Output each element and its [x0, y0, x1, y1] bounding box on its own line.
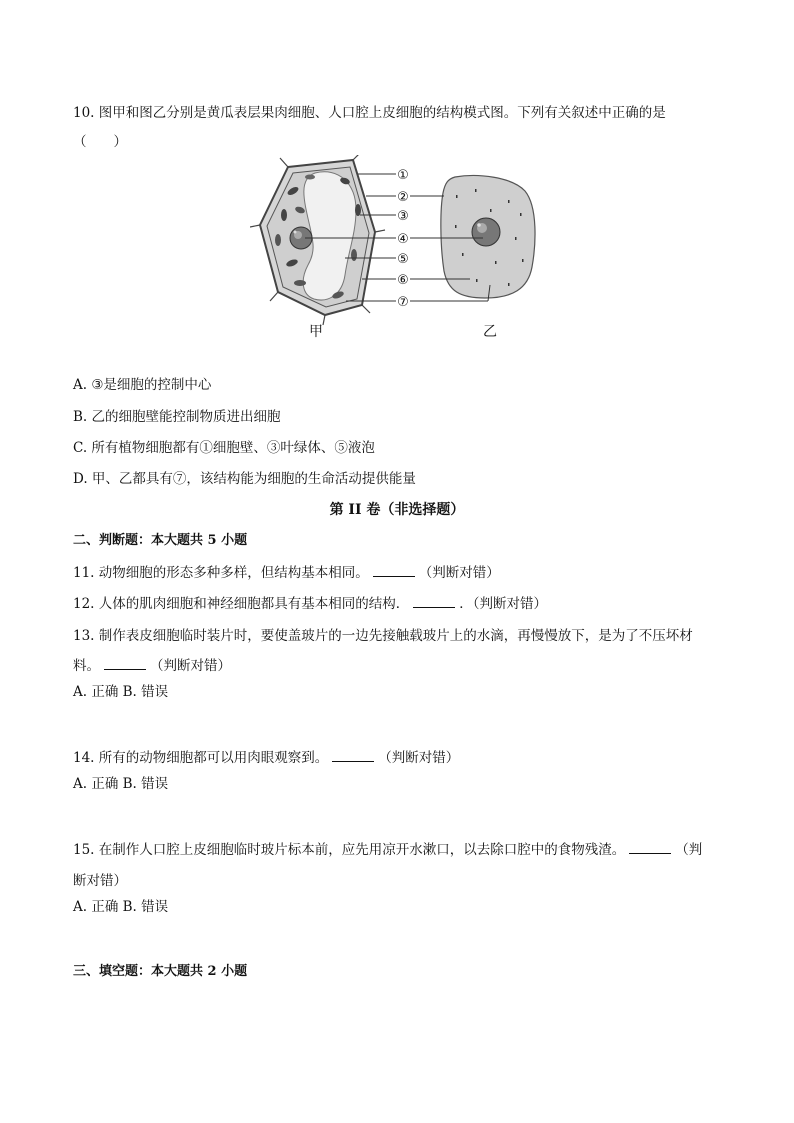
- q10-option-d: D. 甲、乙都具有⑦，该结构能为细胞的生命活动提供能量: [73, 471, 416, 487]
- label-3: ③: [397, 209, 409, 224]
- q11-blank[interactable]: [373, 563, 415, 577]
- q11-text: 11. 动物细胞的形态多种多样，但结构基本相同。: [73, 565, 369, 581]
- q15-text: 15. 在制作人口腔上皮细胞临时玻片标本前，应先用凉开水漱口，以去除口腔中的食物残渣。: [73, 842, 626, 858]
- label-2: ②: [397, 190, 409, 205]
- part2-title: 第 II 卷（非选择题）: [329, 502, 465, 518]
- q14: [73, 748, 459, 768]
- section3-desc: 本大题共 2 小题: [151, 964, 248, 979]
- q15-line2: 断对错）: [73, 873, 127, 889]
- q11-tail: （判断对错）: [418, 565, 500, 581]
- q10-option-b: B. 乙的细胞壁能控制物质进出细胞: [73, 409, 281, 425]
- q12: [73, 594, 547, 614]
- q13-line2: [73, 656, 231, 676]
- section3-head: 三、填空题：: [73, 964, 152, 979]
- q13-line2-start: 料。: [73, 658, 100, 674]
- plant-cell: [250, 155, 385, 325]
- q13-tail: （判断对错）: [150, 658, 231, 674]
- cell-diagram: [250, 155, 550, 345]
- q12-tail: ．（判断对错）: [459, 596, 548, 612]
- section2-desc: 本大题共 5 小题: [151, 533, 248, 548]
- label-7: ⑦: [397, 295, 409, 310]
- q15-tail: （判: [675, 842, 703, 858]
- label-5: ⑤: [397, 252, 409, 267]
- section2-header: [73, 531, 247, 551]
- animal-cell: [441, 176, 535, 298]
- q10-answer-paren: （ ）: [73, 134, 127, 150]
- q13-line1: 13. 制作表皮细胞临时装片时，要使盖玻片的一边先接触载玻片上的水滴，再慢慢放下，是为了不压坏材: [73, 628, 693, 644]
- q15-options: A. 正确 B. 错误: [73, 899, 169, 915]
- q14-blank[interactable]: [332, 748, 374, 762]
- caption-yi: 乙: [483, 324, 497, 340]
- label-1: ①: [397, 168, 409, 183]
- q10-stem: 10. 图甲和图乙分别是黄瓜表层果肉细胞、人口腔上皮细胞的结构模式图。下列有关叙述中正确的是: [73, 105, 666, 121]
- q13-options: A. 正确 B. 错误: [73, 684, 169, 700]
- q10-option-a: A. ③是细胞的控制中心: [73, 377, 212, 393]
- caption-jia: 甲: [309, 324, 323, 340]
- q15-line1: [73, 840, 702, 860]
- section3-header: [73, 962, 247, 982]
- section2-head: 二、判断题：: [73, 533, 152, 548]
- q14-text: 14. 所有的动物细胞都可以用肉眼观察到。: [73, 750, 329, 766]
- q12-text: 12. 人体的肌肉细胞和神经细胞都具有基本相同的结构．: [73, 596, 410, 612]
- q10-option-c: C. 所有植物细胞都有①细胞壁、③叶绿体、⑤液泡: [73, 440, 375, 456]
- label-6: ⑥: [397, 273, 409, 288]
- q14-tail: （判断对错）: [378, 750, 460, 766]
- q15-blank[interactable]: [629, 840, 671, 854]
- q14-options: A. 正确 B. 错误: [73, 776, 169, 792]
- label-4: ④: [397, 232, 409, 247]
- q13-blank[interactable]: [104, 656, 146, 670]
- q12-blank[interactable]: [413, 594, 455, 608]
- q11: [73, 563, 500, 583]
